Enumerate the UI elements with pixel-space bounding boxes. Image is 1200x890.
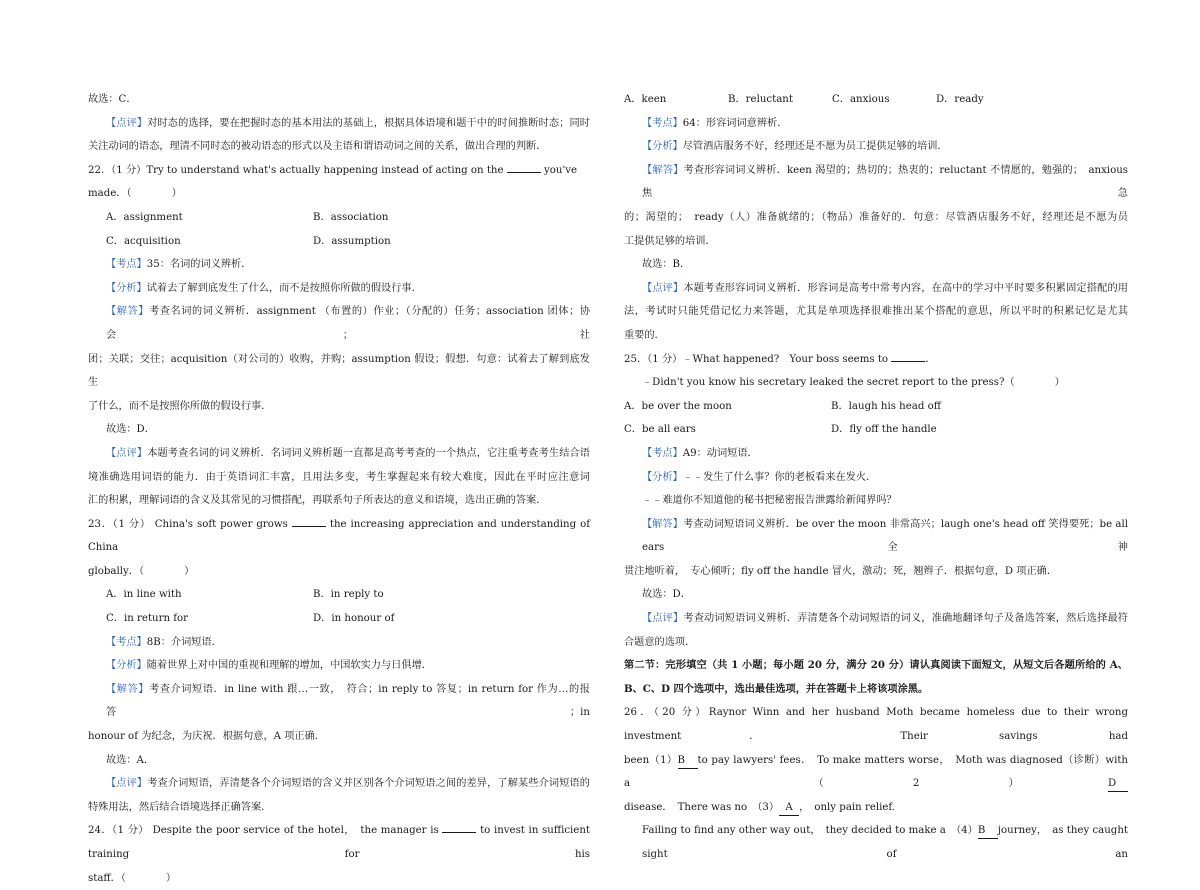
- filled-answer: B: [978, 824, 998, 839]
- comment-tag: 【点评】: [106, 117, 148, 129]
- answer-blank: [442, 821, 476, 833]
- comment-line: 关注动词的语态，理清不同时态的被动语态的形式以及主语和谓语动词之间的关系，做出合理的判断．: [88, 141, 547, 153]
- question-23-cont: globally．（ ）: [88, 565, 195, 577]
- options-row: [88, 230, 590, 254]
- fenxi-line: 【分析】试着去了解到底发生了什么，而不是按照你所做的假设行事．: [106, 282, 422, 294]
- answer-line: 故选：B．: [642, 259, 691, 271]
- jieda-line: honour of 为纪念，为庆祝．根据句意，A 项正确．: [88, 731, 325, 743]
- section-heading: B、C、D 四个选项中，选出最佳选项，并在答题卡上将该项涂黑。: [624, 682, 929, 695]
- filled-answer: B: [678, 754, 698, 769]
- fenxi-line: 【分析】尽管酒店服务不好，经理还是不愿为员工提供足够的培训．: [642, 141, 948, 153]
- answer-blank: [507, 161, 541, 173]
- option-a: A．assignment: [106, 211, 183, 223]
- kaodian-line: 【考点】A9：动词短语．: [642, 447, 758, 459]
- comment-line: 【点评】对时态的选择，要在把握时态的基本用法的基础上，根据具体语境和题干中的时间推断时态；同时: [106, 117, 590, 129]
- options-row: [88, 607, 590, 631]
- answer-line: 故选：C．: [88, 94, 137, 105]
- dianping-line: 特殊用法，然后结合语境选择正确答案．: [88, 801, 272, 813]
- option-d: D．fly off the handle: [831, 424, 937, 436]
- jieda-line: 的；渴望的； ready（人）准备就绪的；（物品）准备好的．句意：尽管酒店服务不好，经理还是不愿为员: [624, 211, 1128, 223]
- answer-line: 故选：D．: [642, 589, 691, 601]
- filled-answer: A: [779, 801, 799, 816]
- dianping-line: 【点评】考查介词短语，弄清楚各个介词短语的含义并区别各个介词短语之间的差异，了解某些介词短语的: [106, 778, 590, 790]
- dianping-line: 【点评】本题考查名词的词义辨析．名词词义辨析题一直都是高考考查的一个热点，它注重考查考生结合语: [106, 447, 590, 459]
- dianping-line: 汇的积累，理解词语的含义及其常见的习惯搭配，再联系句子所表达的意义和语境，选出正确的答案．: [88, 495, 547, 507]
- option-b: B．reluctant: [728, 94, 793, 105]
- options-row: [88, 583, 590, 607]
- question-25: 25．（1 分）﹣What happened? Your boss seems to ．: [624, 348, 1128, 372]
- fenxi-line: 【分析】﹣﹣发生了什么事？你的老板看来在发火．: [642, 471, 877, 483]
- option-c: C．be all ears: [624, 424, 696, 436]
- answer-line: 故选：D．: [106, 424, 155, 436]
- jieda-line: 【解答】考查介词短语．in line with 跟…一致， 符合；in reply to 答复；in return for 作为…的报答；in: [106, 683, 590, 719]
- dianping-line: 合题意的选项．: [624, 636, 696, 648]
- dianping-line: 重要的．: [624, 329, 665, 341]
- answer-blank: [891, 350, 925, 362]
- fenxi-line: 【分析】随着世界上对中国的重视和理解的增加，中国软实力与日俱增．: [106, 660, 432, 672]
- option-c: C．anxious: [832, 94, 890, 105]
- jieda-line: 【解答】考查名词的词义辨析．assignment （布置的）作业；（分配的）任务；association 团体；协会；社: [106, 306, 591, 341]
- option-d: D．in honour of: [313, 613, 395, 625]
- jieda-line: 【解答】考查形容词词义辨析．keen 渴望的；热切的；热衷的；reluctant 不情愿的，勉强的； anxious 焦急: [642, 164, 1128, 200]
- question-22: 22．（1 分）Try to understand what's actually happening instead of acting on the you've made．（ ）: [88, 159, 590, 206]
- section-heading: 第二节：完形填空（共 1 小题；每小题 20 分，满分 20 分）请认真阅读下面短文，从短文后各题所给的 A、: [624, 659, 1128, 672]
- kaodian-line: 【考点】35：名词的词义辨析．: [106, 259, 252, 271]
- option-d: D．assumption: [313, 235, 391, 247]
- jieda-line: 【解答】考查动词短语词义辨析．be over the moon 非常高兴；laugh one's head off 笑得要死；be all ears 全神: [642, 518, 1129, 554]
- option-c: C．in return for: [106, 613, 189, 625]
- passage-line: disease． There was no （3） A ， only pain relief.: [624, 796, 1128, 820]
- jieda-line: 了什么，而不是按照你所做的假设行事．: [88, 400, 272, 412]
- left-column: [88, 88, 590, 890]
- option-d: D．ready: [936, 94, 984, 105]
- dianping-line: 法，考试时只能凭借记忆力来答题，尤其是单项选择很难推出某个搭配的意思，所以平时的积累记忆是尤其: [624, 306, 1128, 318]
- dianping-line: 【点评】本题考查形容词词义辨析．形容词是高考中常考内容，在高中的学习中平时要多积累固定搭配的用: [642, 282, 1128, 294]
- option-a: A．be over the moon: [624, 400, 732, 412]
- options-row: [624, 88, 1128, 112]
- option-a: A．in line with: [106, 589, 182, 601]
- filled-answer: D: [1108, 777, 1128, 792]
- dianping-line: 境准确选用词语的能力．由于英语词汇丰富，且用法多变，考生掌握起来有较大难度，因此在平时应注意词: [88, 471, 590, 483]
- answer-line: 故选：A．: [106, 754, 155, 766]
- option-b: B．laugh his head off: [831, 400, 941, 412]
- question-26: 26．（20 分）Raynor Winn and her husband Moth became homeless due to their wrong investment． Their savings had: [624, 707, 1128, 743]
- question-25-cont: ﹣Didn't you know his secretary leaked the secret report to the press?（ ）: [642, 377, 1065, 389]
- jieda-line: 工提供足够的培训．: [624, 235, 716, 247]
- option-b: B．association: [313, 211, 389, 223]
- option-c: C．acquisition: [106, 235, 181, 247]
- option-b: B．in reply to: [313, 589, 384, 601]
- fenxi-line: ﹣﹣难道你不知道他的秘书把秘密报告泄露给新闻界吗？: [642, 495, 897, 507]
- right-column: [624, 88, 1128, 867]
- dianping-line: 【点评】考查动词短语词义辨析．弄清楚各个动词短语的词义，准确地翻译句子及备选答案，然后选择最符: [642, 613, 1128, 625]
- options-row: [624, 418, 1128, 442]
- passage-line: been（1）B to pay lawyers' fees． To make matters worse， Moth was diagnosed（诊断）with a （2）D: [624, 749, 1128, 796]
- question-24: 24．（1 分） Despite the poor service of the hotel， the manager is to invest in sufficient training for his: [88, 819, 590, 866]
- question-23: 23．（1 分） China's soft power grows the increasing appreciation and understanding of China: [88, 513, 590, 560]
- options-row: [88, 206, 590, 230]
- kaodian-line: 【考点】64：形容词词意辨析．: [642, 117, 788, 129]
- option-a: A．keen: [624, 94, 667, 105]
- jieda-line: 贯注地听着， 专心倾听；fly off the handle 冒火，激动；死，翘辫子．根据句意，D 项正确．: [624, 565, 1058, 577]
- options-row: [624, 395, 1128, 419]
- passage-line: Failing to find any other way out， they decided to make a （4）B journey， as they caught sight of an: [642, 825, 1128, 860]
- kaodian-line: 【考点】8B：介词短语．: [106, 636, 222, 648]
- answer-blank: [292, 515, 326, 527]
- jieda-line: 团；关联；交往；acquisition（对公司的）收购，并购；assumption 假设；假想．句意：试着去了解到底发生: [88, 353, 590, 389]
- question-24-cont: staff．（ ）: [88, 872, 177, 884]
